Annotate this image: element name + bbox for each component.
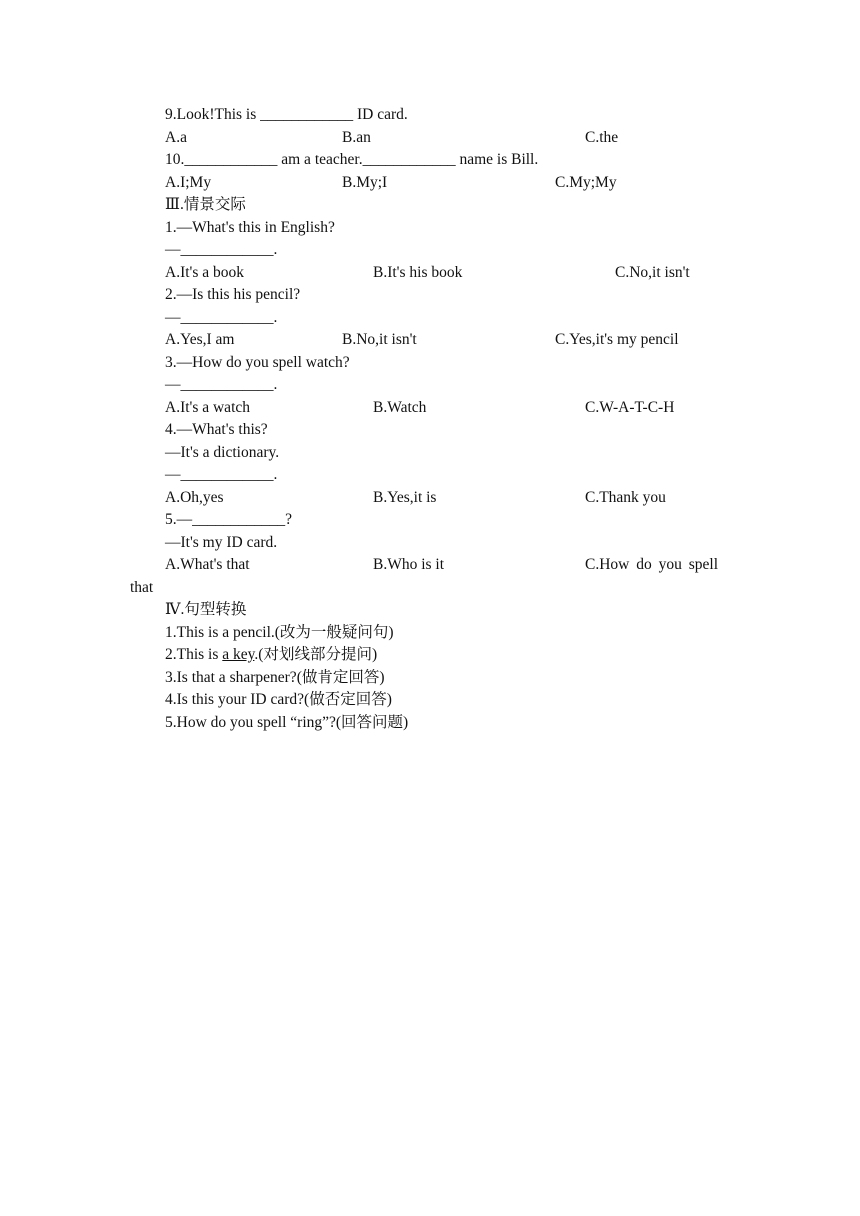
dialogue-3-answer-blank: —____________. xyxy=(165,376,278,393)
option-c: C.How do you spell xyxy=(585,556,718,573)
option-b: B.It's his book xyxy=(373,263,463,281)
dialogue-2-answer-blank: —____________. xyxy=(165,308,278,326)
dialogue-3-prompt: 3.—How do you spell watch? xyxy=(165,353,350,371)
option-a: A.What's that xyxy=(165,556,250,573)
option-b: B.Yes,it is xyxy=(373,488,437,506)
question-10-stem: 10.____________ am a teacher.____________ name is Bill. xyxy=(165,151,539,168)
option-c: C.My;My xyxy=(555,173,617,191)
transform-item-2-pre: 2.This is xyxy=(165,646,223,663)
option-c: C.W-A-T-C-H xyxy=(585,398,675,416)
option-a: A.It's a book xyxy=(165,263,244,281)
option-b: B.an xyxy=(342,128,371,146)
dialogue-1-answer-blank: —____________. xyxy=(165,241,278,258)
option-a: A.Oh,yes xyxy=(165,488,224,506)
option-b: B.Who is it xyxy=(373,556,445,573)
underlined-phrase: a key xyxy=(222,646,255,663)
option-b: B.My;I xyxy=(342,173,388,191)
option-c: C.Yes,it's my pencil xyxy=(555,331,679,348)
dialogue-5-reply: —It's my ID card. xyxy=(165,533,278,551)
dialogue-4-reply: —It's a dictionary. xyxy=(165,443,280,461)
transform-item-3: 3.Is that a sharpener?(做肯定回答) xyxy=(165,668,385,686)
option-a: A.I;My xyxy=(165,173,212,191)
option-b: B.Watch xyxy=(373,398,427,416)
dialogue-5-prompt: 5.—____________? xyxy=(165,511,293,528)
option-a: A.a xyxy=(165,128,187,146)
dialogue-5-options xyxy=(0,554,860,577)
transform-item-1: 1.This is a pencil.(改为一般疑问句) xyxy=(165,623,394,641)
question-10-options xyxy=(0,172,860,195)
transform-item-2 xyxy=(0,644,860,667)
transform-item-2-post: .(对划线部分提问) xyxy=(254,646,378,663)
option-c-wrap: that xyxy=(130,578,154,596)
option-a: A.Yes,I am xyxy=(165,331,235,348)
question-9-stem: 9.Look!This is ____________ ID card. xyxy=(165,106,408,123)
worksheet-content xyxy=(0,104,860,734)
dialogue-3-options xyxy=(0,397,860,420)
dialogue-4-prompt: 4.—What's this? xyxy=(165,421,268,438)
option-c: C.Thank you xyxy=(585,488,666,506)
section-4-heading: Ⅳ.句型转换 xyxy=(165,601,247,618)
question-9-options xyxy=(0,127,860,150)
section-3-heading: Ⅲ.情景交际 xyxy=(165,196,246,213)
dialogue-1-options xyxy=(0,262,860,285)
dialogue-4-options xyxy=(0,487,860,510)
dialogue-1-prompt: 1.—What's this in English? xyxy=(165,218,335,236)
dialogue-2-prompt: 2.—Is this his pencil? xyxy=(165,286,301,303)
transform-item-4: 4.Is this your ID card?(做否定回答) xyxy=(165,691,392,708)
option-b: B.No,it isn't xyxy=(342,331,417,348)
transform-item-5: 5.How do you spell “ring”?(回答问题) xyxy=(165,713,409,731)
option-a: A.It's a watch xyxy=(165,398,251,416)
option-c: C.No,it isn't xyxy=(615,263,690,281)
dialogue-2-options xyxy=(0,329,860,352)
dialogue-4-answer-blank: —____________. xyxy=(165,466,278,483)
option-c: C.the xyxy=(585,128,619,146)
